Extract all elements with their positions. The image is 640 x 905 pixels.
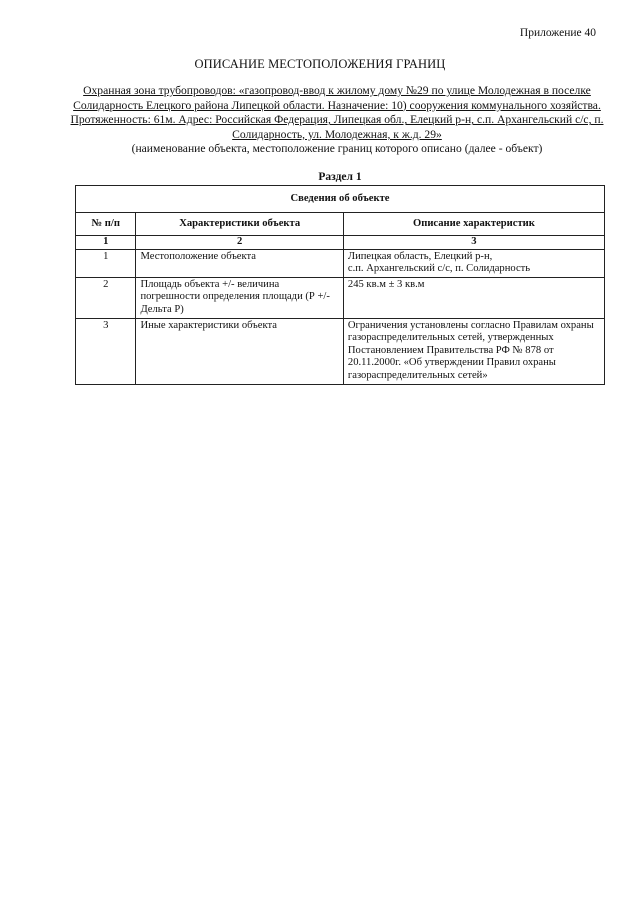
column-header-characteristic: Характеристики объекта: [136, 213, 343, 236]
row-description: [343, 249, 604, 277]
row-number: 2: [76, 277, 136, 318]
table-title-row: [76, 186, 605, 213]
column-number-3: 3: [343, 236, 604, 250]
row-description: [343, 277, 604, 318]
table-row: [76, 318, 605, 384]
section-title: Раздел 1: [318, 171, 362, 183]
appendix-label: Приложение 40: [519, 27, 596, 39]
row-description: [343, 318, 604, 384]
object-description: Охранная зона трубопроводов: «газопровод-ввод к жилому дому №29 по улице Молодежная в поселке Солидарность Елецкого района Липецкой области. Назначение: 10) сооружения коммунального хозяйства. Протяженность: 61м. Адрес: Российская Федерация, Липецкая обл., Елецкий р-н, с.п. Архангельский с/с, п. Солидарность, ул. Молодежная, к ж.д. 29»: [70, 84, 604, 141]
column-header-description: Описание характеристик: [343, 213, 604, 236]
column-number-2: 2: [136, 236, 343, 250]
row-description-line: Липецкая область, Елецкий р-н,: [347, 250, 493, 262]
row-number: 1: [76, 249, 136, 277]
table-row: [76, 249, 605, 277]
row-characteristic: Площадь объекта +/- величина погрешности определения площади (Р +/- Дельта Р): [136, 277, 343, 318]
row-characteristic: Иные характеристики объекта: [136, 318, 343, 384]
row-description-line: 245 кв.м ± 3 кв.м: [347, 278, 425, 290]
column-header-number: № п/п: [76, 213, 136, 236]
column-header-row: [76, 213, 605, 236]
object-info-table: [75, 185, 605, 385]
table-row: [76, 277, 605, 318]
object-description-block: [70, 84, 604, 157]
document-title: ОПИСАНИЕ МЕСТОПОЛОЖЕНИЯ ГРАНИЦ: [194, 57, 446, 71]
column-number-1: 1: [76, 236, 136, 250]
row-description-line: с.п. Архангельский с/с, п. Солидарность: [347, 263, 531, 275]
table-title: Сведения об объекте: [76, 186, 605, 213]
row-number: 3: [76, 318, 136, 384]
row-characteristic: Местоположение объекта: [136, 249, 343, 277]
object-caption: (наименование объекта, местоположение границ которого описано (далее - объект): [131, 142, 543, 156]
row-description-line: Ограничения установлены согласно Правилам охраны газораспределительных сетей, утвержденных Постановлением Правительства РФ № 878 от 20.11.2000г. «Об утверждении Правил охраны газораспределительных сетей»: [347, 319, 594, 381]
column-number-row: [76, 236, 605, 250]
